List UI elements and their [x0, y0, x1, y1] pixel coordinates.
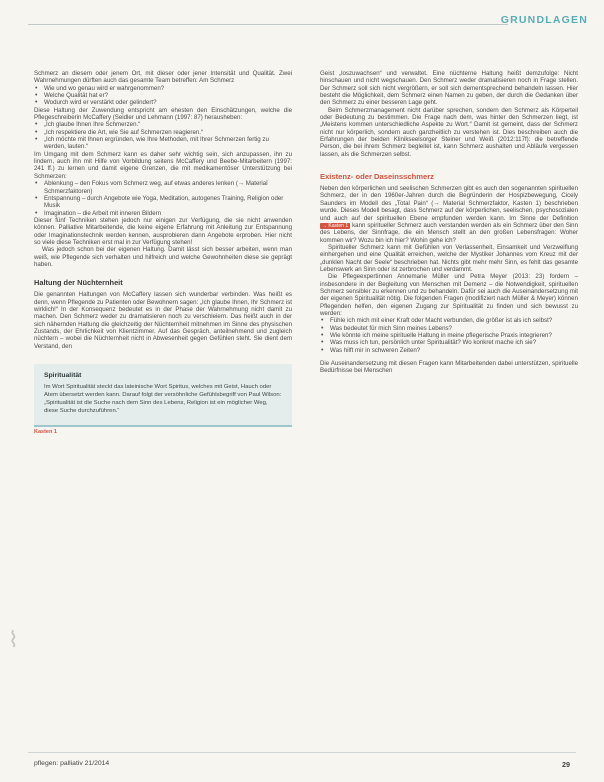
page-number: 29: [562, 760, 570, 769]
list-item: • Was hilft mir in schweren Zeiten?: [330, 347, 578, 354]
paragraph-text: kann spiritueller Schmerz auch verstanden werden als ein Schmerz über den Sinn des Lebens, der Sinnfrage, die ein Mensch stellt an den großen Lebensfragen: Woher kommen wir? Wozu bin ich hier? Wohin gehe ich?: [320, 221, 578, 244]
intro-paragraph: Schmerz an diesem oder jenem Ort, mit dieser oder jener Intensität und Qualität. Zwei Wahrnehmungen dürften auch das gesamte Team betreffen: Am Schmerz: [34, 70, 292, 85]
list-item: • Imagination – die Arbeit mit inneren Bildern: [44, 210, 292, 217]
list-item: • „Ich möchte mit Ihnen ergründen, wie Ihre Methoden, mit Ihrer Schmerzen fertig zu werden, lauten.“: [44, 136, 292, 151]
page-header: [0, 0, 604, 50]
footer-publication: pflegen: palliativ 21/2014: [34, 760, 110, 767]
body-paragraph: Spiritueller Schmerz kann mit Gefühlen von Verlassenheit, Einsamkeit und Verzweiflung einhergehen und eine Qualität erreichen, welche der Mystiker Johannes vom Kreuz mit der „dunklen Nacht der Seele“ beschrieben hat. Nichts gibt mehr mehr Sinn, es fehlt das gesamte Lebenswerk an Sinn oder ist zerbrochen und verdammt.: [320, 243, 578, 273]
body-paragraph: Diese Haltung der Zuwendung entspricht am ehesten den Einschätzungen, welche die Pflegeschreiberin McCaffery (Seidler und Lehmann (1997: 87) herausheben:: [34, 106, 292, 122]
box-title: Spiritualität: [44, 372, 82, 380]
body-paragraph: [320, 185, 578, 244]
list-item: • Welche Qualität hat er?: [44, 92, 292, 99]
list-item: • Wodurch wird er verstärkt oder gelindert?: [44, 99, 292, 106]
box-caption: Kasten 1: [34, 429, 57, 436]
info-box: [34, 364, 292, 425]
list-item: • Was muss ich tun, persönlich unter Spiritualität? Wo konkret mache ich sie?: [330, 339, 578, 346]
footer-rule: [28, 752, 576, 753]
body-paragraph: Beim Schmerzmanagement nicht darüber sprechen, sondern den Schmerz als Körperteil oder Bedeutung zu bestimmen. Die Frage nach dem, was hinter den Schmerzen liegt, ist „Meistens kommen unterschiedliche Aspekte zu Wort.“ Damit ist gemeint, dass der Schmerz nicht nur körperlich, sondern auch ganzheitlich zu verstehen ist. Dies beschreiben auch die Erfahrungen der beiden Klinikseelsorger Steiner und Weiß (2012:117f): die betreffende Person, die bei ihrem Schmerz begleitet ist, kann Schmerz aushalten und Abläufe vergessen lassen, als die Schmerzen selbst.: [320, 106, 578, 158]
question-list: [320, 317, 578, 354]
body-paragraph: Die genannten Haltungen von McCaffery lassen sich wunderbar verbinden. Was heißt es denn, wenn Pflegende zu Patienten oder Bewohnern sagen: „Ich glaube Ihnen, Ihr Schmerz ist wirklich!“ In der Konsequenz bedeutet es in der Phase der Wahrnehmung nicht damit zu machen. Den Schmerz weder zu dramatisieren noch zu verschleiern. Das heißt auch in der sich nähernden Haltung die gleichzeitig der Nüchternheit mitnehmen im Sinne des physischen Zustands, der Ehrlichkeit von Klientzimmer. Auf das Gespräch, anteilnehmend und zugleich nüchtern – wobei die Nüchternheit nicht in Abwesenheit gegen Gefühlen steht. Sie dient dem Verstand, den: [34, 291, 292, 350]
method-list: [34, 180, 292, 217]
body-paragraph: Was jedoch schon bei der eigenen Haltung. Damit lässt sich besser arbeiten, wenn man weiß, wie Pflegende sich verhalten und hilfreich und welche Gewohnheiten diese sie geprägt haben.: [34, 246, 292, 268]
list-item: • Wie und wo genau wird er wahrgenommen?: [44, 85, 292, 92]
right-column: [320, 70, 578, 375]
list-item: • Ablenkung – den Fokus vom Schmerz weg, auf etwas anderes lenken (→ Material Schmerzfaktoren): [44, 180, 292, 195]
question-list: [34, 85, 292, 107]
paragraph-text: Neben den körperlichen und seelischen Schmerzen gibt es auch den sogenannten spirituellen Schmerz, der in den 1960er-Jahren durch die Begründerin der Hospizbewegung, Cicely Saunders im Modell des „Total Pain“ (→ Material Schmerzfaktor, Kasten 1) beschrieben wurde. Dieses Modell besagt, dass Schmerz auf der körperlichen, seelischen, psychosozialen und auch auf der spirituellen Ebene empfunden werden kann. Im Sinne der Definition: [320, 185, 578, 222]
list-item: • „Ich respektiere die Art, wie Sie auf Schmerzen reagieren.“: [44, 129, 292, 136]
pen-mark-icon: ⌇: [8, 628, 19, 653]
body-paragraph: Dieser fünf Techniken stehen jedoch nur einigen zur Verfügung, die sie nicht anwenden können. Palliative Mitarbeitende, die keine eigene Erfahrung mit Anleitung zur Entspannung oder Imaginationstechnik werden kennen, ausprobieren dann Angebote erproben. Hier nicht so viele diese Techniken erst mal in zur Verfügung stehen!: [34, 216, 292, 246]
body-paragraph: Im Umgang mit dem Schmerz kann es daher sehr wichtig sein, sich anzupassen, ihn zu lindern, auch ihn mit Hilfe von Vorbildung seitens McCaffery und Beebe-Mitarbeitern (1997: 241 ff.) zu lernen und damit eigene Grenzen, die mit medikamentöser Unterstützung bei Schmerzen:: [34, 150, 292, 180]
list-item: • Was bedeutet für mich Sinn meines Lebens?: [330, 325, 578, 332]
header-rule: [28, 24, 508, 25]
reference-chip: → Kasten 1: [322, 222, 349, 229]
list-item: • Entspannung – durch Angebote wie Yoga, Meditation, autogenes Training, Religion oder Musik: [44, 195, 292, 210]
left-column: [34, 70, 292, 436]
body-paragraph: Die Auseinandersetzung mit diesen Fragen kann Mitarbeitenden dabei unterstützen, spirituelle Bedürfnisse bei Menschen: [320, 360, 578, 375]
box-text: Im Wort Spiritualität steckt das lateinische Wort Spiritus, welches mit Geist, Hauch oder Atem übersetzt werden kann. Darauf folgt der versöhnliche Gefühlsbegriff von Paul Wilson: „Spiritualität ist die Suche nach dem Sinn des Lebens, Religion ist ein möglicher Weg, diese Suche durchzuführen.“: [44, 384, 282, 415]
list-item: • Wie könnte ich meine spirituelle Haltung in meine pflegerische Praxis integrieren?: [330, 332, 578, 339]
section-heading: Existenz- oder Daseinsschmerz: [320, 172, 434, 182]
body-paragraph: Geist „loszuwachsen“ und verwaltet. Eine nüchterne Haltung heißt demzufolge: Nicht hinschauen und nicht wegschauen. Den Schmerz weder dramatisieren noch in Frage stellen. Der Schmerz soll sich nicht vergrößern, er soll sich dementsprechend behandeln lassen. Hier besteht die Möglichkeit, dem Schmerz einen Namen zu geben, der durch die Gedanken über den Schmerz zu einer besseren Lage geht.: [320, 70, 578, 107]
section-heading: Haltung der Nüchternheit: [34, 278, 123, 288]
list-item: • „Ich glaube Ihnen Ihre Schmerzen.“: [44, 121, 292, 128]
box-bottom-bar: [34, 425, 292, 427]
section-label: GRUNDLAGEN: [500, 14, 588, 26]
list-item: • Fühle ich mich mit einer Kraft oder Macht verbunden, die größer ist als ich selbst?: [330, 317, 578, 324]
quote-list: [34, 121, 292, 150]
body-paragraph: Die Pflegeexpertinnen Annemarie Müller und Petra Meyer (2013: 23) fordern – insbesondere in der Begleitung von Menschen mit Demenz – die Notwendigkeit, spirituellen Schmerz sensibler zu erkennen und zu behandeln. Dafür sei auch die Auseinandersetzung mit der eigenen Spiritualität nötig. Die folgenden Fragen (modifiziert nach Müller & Meyer) können Pflegenden helfen, den eigenen Zugang zur Spiritualität zu finden und sich bewusst zu werden:: [320, 273, 578, 317]
